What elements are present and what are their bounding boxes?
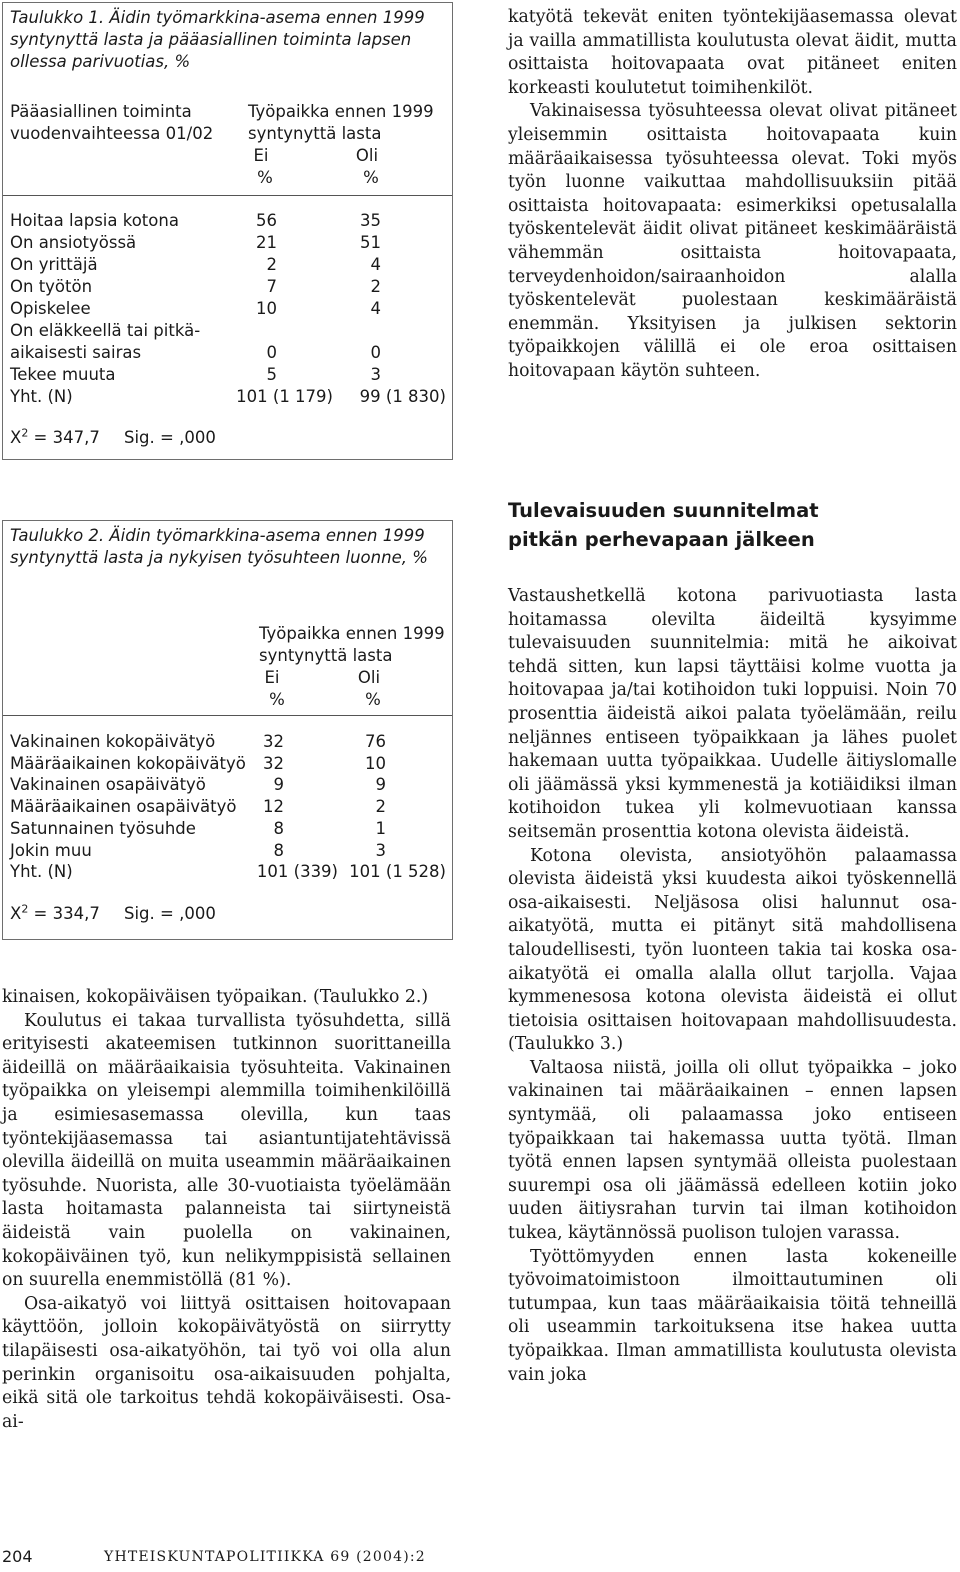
section-heading: Tulevaisuuden suunnitelmat pitkän perhevapaan jälkeen bbox=[508, 499, 819, 551]
table-1-sig: Sig. = ,000 bbox=[124, 428, 216, 447]
paragraph: kinaisen, kokopäiväisen työpaikan. (Taulukko 2.) bbox=[2, 987, 429, 1007]
right-column-text-bottom bbox=[508, 585, 957, 1387]
table-cell-ei: 101 (339) bbox=[256, 862, 338, 882]
paragraph: Vakinaisessa työsuhteessa olevat olivat pitäneet yleisemmin osittaista hoitovapaata kuin määräaikaisessa työsuhteessa olevat. Toki myös työn luonne vaikuttaa mahdollisuuksiin pitää osittaista hoitovapaata: esimerkiksi opetusalalla työskentelevät äidit olivat pitäneet keskimääräistä vähemmän osittaista hoitovapaata, terveydenhoidon/sairaanhoidon alalla työskentelevät puolestaan keskimääräistä enemmän. Yksityisen ja julkisen sektorin työpaikkojen välillä ei ole eroa osittaisen hoitovapaan käytön suhteen. bbox=[508, 101, 957, 381]
table-2-col-group: Työpaikka ennen 1999 bbox=[259, 624, 445, 643]
table-cell-ei: 32 bbox=[263, 753, 284, 773]
table-row-label: Vakinainen osapäivätyö bbox=[10, 775, 206, 795]
table-cell-ei: 56 bbox=[256, 211, 277, 230]
table-1-row-header: Pääasiallinen toiminta bbox=[10, 102, 192, 121]
table-2-col-oli: Oli bbox=[357, 668, 381, 687]
page-number: 204 bbox=[2, 1547, 33, 1566]
paragraph: Vastaushetkellä kotona parivuotiasta lasta hoitamassa olevilta äideiltä kysyimme tulevaisuuden suunnitelmia: mitä he aikoivat tehdä sitten, kun lapsi täyttäisi kolme vuotta ja hoitovapaa ja/tai kotihoidon tuki loppuisi. Noin 70 prosenttia äideistä aikoi palata työelämään, reilu neljännes entiseen työpaikkaan ja lähes puolet hakemaan uutta työpaikkaa. Uudelle äitiyslomalle oli jäämässä yksi kymmenestä ja kotiäidiksi ilman kotihoidon tukea yli kolmevuotiaan kanssa seitsemän prosenttia kotona olevista äideistä. bbox=[508, 586, 957, 842]
table-cell-ei: 101 (1 179) bbox=[236, 387, 333, 406]
table-cell-oli: 3 bbox=[370, 365, 381, 384]
table-cell-oli: 2 bbox=[375, 797, 386, 817]
table-1-header-rule bbox=[3, 195, 452, 196]
paragraph: Osa-aikatyö voi liittyä osittaisen hoitovapaan käyttöön, jolloin kokopäivätyöstä on siirrytty tilapäisesti osa-aikatyöhön, tai työ voi olla alun perinkin organisoitu osa-aikaisuuden pohjalta, eikä sitä ole tarkoitus tehdä kokopäiväisesti. Osa-ai- bbox=[2, 1293, 451, 1432]
table-cell-oli: 1 bbox=[375, 818, 386, 838]
table-2-col-group-2: syntynyttä lasta bbox=[259, 646, 393, 665]
table-row-label: On työtön bbox=[10, 277, 93, 296]
table-2-unit-oli: % bbox=[365, 690, 381, 709]
table-cell-ei: 2 bbox=[266, 255, 277, 274]
table-2-unit-ei: % bbox=[269, 690, 285, 709]
table-2-col-ei: Ei bbox=[264, 668, 280, 687]
paragraph: Kotona olevista, ansiotyöhön palaamassa olevista äideistä yksi kuudesta aikoi työskennellä osa-aikaisesti. Neljäsosa olisi halunnut osa-aikatyötä, mutta ei pitänyt sitä mahdollisena taloudellisesti, työn luonteen takia tai koska osa-aikatyötä ei omalla alalla ollut tarjolla. Vajaa kymmenesosa kotona olevista äideistä ei ollut tietoisia osittaisen hoitovapaan mahdollisuudesta. (Taulukko 3.) bbox=[508, 845, 957, 1055]
table-cell-ei: 21 bbox=[256, 233, 277, 252]
table-1-caption: Taulukko 1. Äidin työmarkkina-asema ennen 1999 syntynyttä lasta ja pääasiallinen toiminta lapsen ollessa parivuotias, % bbox=[10, 8, 425, 71]
table-cell-ei: 8 bbox=[273, 840, 284, 860]
table-row-label: Määräaikainen kokopäivätyö bbox=[10, 753, 246, 773]
table-cell-oli: 3 bbox=[375, 840, 386, 860]
table-1-col-group-2: syntynyttä lasta bbox=[248, 124, 382, 143]
table-cell-ei: 32 bbox=[263, 732, 284, 751]
table-cell-ei: 10 bbox=[256, 299, 277, 318]
table-row-label: On eläkkeellä tai pitkä- bbox=[10, 321, 201, 340]
table-row-label: Tekee muuta bbox=[10, 365, 116, 384]
paragraph: katyötä tekevät eniten työntekijäasemassa olevat ja vailla ammatillista koulutusta olevat äidit, mutta osittaista hoitovapaata ovat pitäneet eniten korkeasti koulutetut toimihenkilöt. bbox=[508, 7, 957, 98]
table-cell-oli: 10 bbox=[365, 753, 386, 773]
table-1 bbox=[2, 2, 453, 460]
table-1-unit-ei: % bbox=[257, 168, 273, 187]
table-2-sig: Sig. = ,000 bbox=[124, 904, 216, 923]
table-cell-oli: 4 bbox=[370, 255, 381, 274]
table-row-label: On yrittäjä bbox=[10, 255, 98, 274]
table-cell-ei: 9 bbox=[273, 775, 284, 795]
table-row-label: Hoitaa lapsia kotona bbox=[10, 211, 179, 230]
table-cell-oli: 0 bbox=[370, 343, 381, 362]
table-row-label: Jokin muu bbox=[10, 840, 92, 860]
table-cell-oli: 76 bbox=[365, 732, 386, 751]
table-1-col-oli: Oli bbox=[355, 146, 379, 165]
table-cell-ei: 5 bbox=[266, 365, 277, 384]
paragraph: Työttömyyden ennen lasta kokeneille työvoimatoimistoon ilmoittautuminen oli tutumpaa, kun taas määräaikaisia töitä tehneillä oli useammin tarkoituksena itse hakea uutta työpaikkaa. Ilman ammatillista koulutusta olevista vain joka bbox=[508, 1246, 957, 1385]
paragraph: Koulutus ei takaa turvallista työsuhdetta, sillä erityisesti akateemisen tutkinnon suorittaneilla äideillä on määräaikaisia työsuhteita. Vakinainen työpaikka on yleisempi alemmilla toimihenkilöillä ja esimiesasemassa olevilla, kun taas työntekijäasemassa tai asiantuntijatehtävissä olevilla äideillä on muita useammin määräaikainen työsuhde. Nuorista, alle 30-vuotiaista työelämään lasta hoitamasta palanneista tai siirtyneistä äideistä vain puolella on vakinainen, kokopäiväinen työ, kun nelikymppisistä sellainen on suurella enemmistöllä (81 %). bbox=[2, 1010, 451, 1291]
table-1-col-ei: Ei bbox=[253, 146, 269, 165]
table-1-chi-square: $X^2 = 347,7$ bbox=[10, 426, 100, 447]
table-row-label: Määräaikainen osapäivätyö bbox=[10, 797, 237, 817]
table-cell-ei: 0 bbox=[266, 343, 277, 362]
table-2-caption: Taulukko 2. Äidin työmarkkina-asema ennen 1999 syntynyttä lasta ja nykyisen työsuhteen luonne, % bbox=[10, 526, 428, 567]
table-cell-oli: 101 (1 528) bbox=[349, 862, 446, 882]
table-row-label: Satunnainen työsuhde bbox=[10, 818, 196, 838]
table-cell-oli: 9 bbox=[375, 775, 386, 795]
table-cell-ei: 12 bbox=[263, 797, 284, 817]
table-row-label: Yht. (N) bbox=[10, 862, 73, 882]
table-1-col-group: Työpaikka ennen 1999 bbox=[248, 102, 434, 121]
table-cell-oli: 51 bbox=[360, 233, 381, 252]
table-cell-oli: 99 (1 830) bbox=[359, 387, 446, 406]
table-cell-ei: 8 bbox=[273, 818, 284, 838]
paragraph: Valtaosa niistä, joilla oli ollut työpaikka – joko vakinainen tai määräaikainen – ennen lapsen syntymää, oli palaamassa joko entiseen työpaikkaan tai hakemassa uutta työtä. Ilman työtä ennen lapsen syntymää olleista puolestaan suurempi osa oli jäämässä edelleen kotiin joko uuden äitiysrahan turvin tai ilman kotihoidon tukea, käytännössä puolison tulojen varassa. bbox=[508, 1057, 957, 1244]
table-2-header-rule bbox=[3, 715, 452, 716]
left-column-text bbox=[2, 986, 451, 1434]
table-row-label: Vakinainen kokopäivätyö bbox=[10, 732, 216, 751]
table-row-label: Yht. (N) bbox=[10, 387, 73, 406]
table-1-unit-oli: % bbox=[363, 168, 379, 187]
table-cell-ei: 7 bbox=[266, 277, 277, 296]
table-row-label: aikaisesti sairas bbox=[10, 343, 142, 362]
table-row-label: On ansiotyössä bbox=[10, 233, 137, 252]
right-column-text-top bbox=[508, 6, 957, 384]
table-row-label: Opiskelee bbox=[10, 299, 91, 318]
table-cell-oli: 2 bbox=[370, 277, 381, 296]
table-cell-oli: 4 bbox=[370, 299, 381, 318]
journal-title: YHTEISKUNTAPOLITIIKKA 69 (2004):2 bbox=[104, 1549, 426, 1565]
table-2 bbox=[2, 520, 453, 940]
table-1-row-header-2: vuodenvaihteessa 01/02 bbox=[10, 124, 214, 143]
table-cell-oli: 35 bbox=[360, 211, 381, 230]
table-2-chi-square: $X^2 = 334,7$ bbox=[10, 902, 100, 923]
